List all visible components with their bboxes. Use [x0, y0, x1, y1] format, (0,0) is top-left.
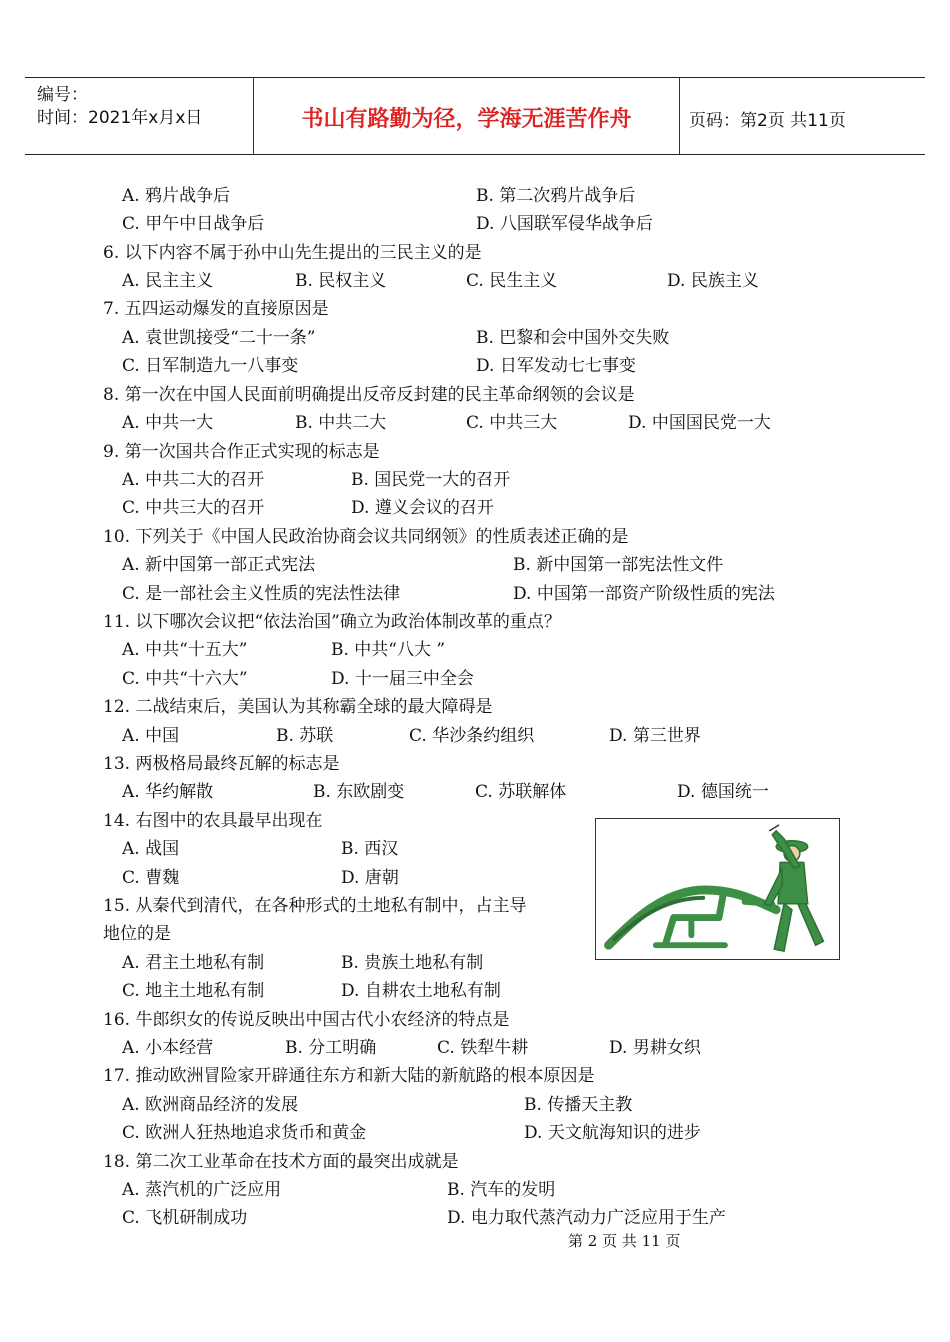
answer-option: C. 是一部社会主义性质的宪法性法律 — [122, 584, 401, 604]
time-label: 时间：2021年x月x日 — [37, 108, 203, 128]
answer-option: C. 飞机研制成功 — [122, 1208, 248, 1228]
answer-option: B. 苏联 — [276, 726, 334, 746]
answer-option: C. 地主土地私有制 — [122, 981, 265, 1001]
answer-option: C. 民生主义 — [466, 271, 558, 291]
question-stem: 16. 牛郎织女的传说反映出中国古代小农经济的特点是 — [103, 1010, 510, 1030]
answer-option: B. 巴黎和会中国外交失败 — [476, 328, 670, 348]
question-stem: 15. 从秦代到清代，在各种形式的土地私有制中，占主导 — [103, 896, 527, 916]
answer-option: 地位的是 — [103, 924, 171, 944]
answer-option: B. 东欧剧变 — [313, 782, 405, 802]
question-stem: 7. 五四运动爆发的直接原因是 — [103, 299, 329, 319]
answer-option: C. 中共三大的召开 — [122, 498, 265, 518]
answer-option: A. 中共一大 — [122, 413, 214, 433]
answer-option: D. 德国统一 — [677, 782, 769, 802]
answer-option: B. 国民党一大的召开 — [351, 470, 511, 490]
question-stem: 10. 下列关于《中国人民政治协商会议共同纲领》的性质表述正确的是 — [103, 527, 629, 547]
answer-option: A. 小本经营 — [122, 1038, 214, 1058]
answer-option: C. 苏联解体 — [475, 782, 567, 802]
question-stem: 14. 右图中的农具最早出现在 — [103, 811, 323, 831]
header-motto: 书山有路勤为径，学海无涯苦作舟 — [301, 107, 632, 132]
answer-option: B. 民权主义 — [295, 271, 387, 291]
answer-option: D. 自耕农土地私有制 — [341, 981, 501, 1001]
answer-option: A. 华约解散 — [122, 782, 214, 802]
question-stem: 11. 以下哪次会议把“依法治国”确立为政治体制改革的重点？ — [103, 612, 561, 632]
question-stem: 18. 第二次工业革命在技术方面的最突出成就是 — [103, 1152, 459, 1172]
question-stem: 6. 以下内容不属于孙中山先生提出的三民主义的是 — [103, 243, 482, 263]
answer-option: A. 袁世凯接受“二十一条” — [122, 328, 316, 348]
answer-option: A. 君主土地私有制 — [122, 953, 265, 973]
answer-option: A. 中国 — [122, 726, 180, 746]
answer-option: C. 铁犁牛耕 — [437, 1038, 529, 1058]
answer-option: B. 中共“八大 ” — [331, 640, 446, 660]
question-stem: 9. 第一次国共合作正式实现的标志是 — [103, 442, 380, 462]
answer-option: A. 鸦片战争后 — [122, 186, 231, 206]
answer-option: D. 遵义会议的召开 — [351, 498, 494, 518]
page-footer: 第 2 页 共 11 页 — [568, 1232, 681, 1250]
answer-option: A. 蒸汽机的广泛应用 — [122, 1180, 282, 1200]
answer-option: B. 第二次鸦片战争后 — [476, 186, 636, 206]
answer-option: A. 新中国第一部正式宪法 — [122, 555, 316, 575]
answer-option: A. 欧洲商品经济的发展 — [122, 1095, 299, 1115]
answer-option: B. 汽车的发明 — [447, 1180, 556, 1200]
question-stem: 13. 两极格局最终瓦解的标志是 — [103, 754, 340, 774]
answer-option: D. 唐朝 — [341, 868, 399, 888]
answer-option: A. 中共二大的召开 — [122, 470, 265, 490]
question-stem: 17. 推动欧洲冒险家开辟通往东方和新大陆的新航路的根本原因是 — [103, 1066, 595, 1086]
answer-option: D. 八国联军侵华战争后 — [476, 214, 653, 234]
answer-option: C. 曹魏 — [122, 868, 180, 888]
answer-option: A. 战国 — [122, 839, 180, 859]
header-page-info: 页码：第2页 共11页 — [689, 111, 846, 131]
answer-option: C. 欧洲人狂热地追求货币和黄金 — [122, 1123, 367, 1143]
answer-option: D. 第三世界 — [609, 726, 701, 746]
answer-option: D. 十一届三中全会 — [331, 669, 474, 689]
answer-option: C. 中共三大 — [466, 413, 558, 433]
farmer-plough-icon — [596, 819, 839, 959]
answer-option: A. 中共“十五大” — [122, 640, 248, 660]
answer-option: B. 传播天主教 — [524, 1095, 633, 1115]
answer-option: B. 西汉 — [341, 839, 399, 859]
answer-option: B. 分工明确 — [285, 1038, 377, 1058]
answer-option: D. 男耕女织 — [609, 1038, 701, 1058]
answer-option: C. 中共“十六大” — [122, 669, 248, 689]
plough-figure — [595, 818, 840, 960]
answer-option: B. 贵族土地私有制 — [341, 953, 484, 973]
answer-option: B. 中共二大 — [295, 413, 387, 433]
answer-option: D. 电力取代蒸汽动力广泛应用于生产 — [447, 1208, 726, 1228]
answer-option: D. 民族主义 — [667, 271, 759, 291]
answer-option: A. 民主主义 — [122, 271, 214, 291]
answer-option: C. 华沙条约组织 — [409, 726, 535, 746]
answer-option: D. 天文航海知识的进步 — [524, 1123, 701, 1143]
answer-option: D. 日军发动七七事变 — [476, 356, 636, 376]
serial-label: 编号： — [37, 85, 88, 105]
answer-option: B. 新中国第一部宪法性文件 — [513, 555, 724, 575]
answer-option: C. 日军制造九一八事变 — [122, 356, 299, 376]
answer-option: D. 中国国民党一大 — [628, 413, 771, 433]
answer-option: C. 甲午中日战争后 — [122, 214, 265, 234]
answer-option: D. 中国第一部资产阶级性质的宪法 — [513, 584, 775, 604]
question-stem: 8. 第一次在中国人民面前明确提出反帝反封建的民主革命纲领的会议是 — [103, 385, 635, 405]
question-stem: 12. 二战结束后，美国认为其称霸全球的最大障碍是 — [103, 697, 493, 717]
